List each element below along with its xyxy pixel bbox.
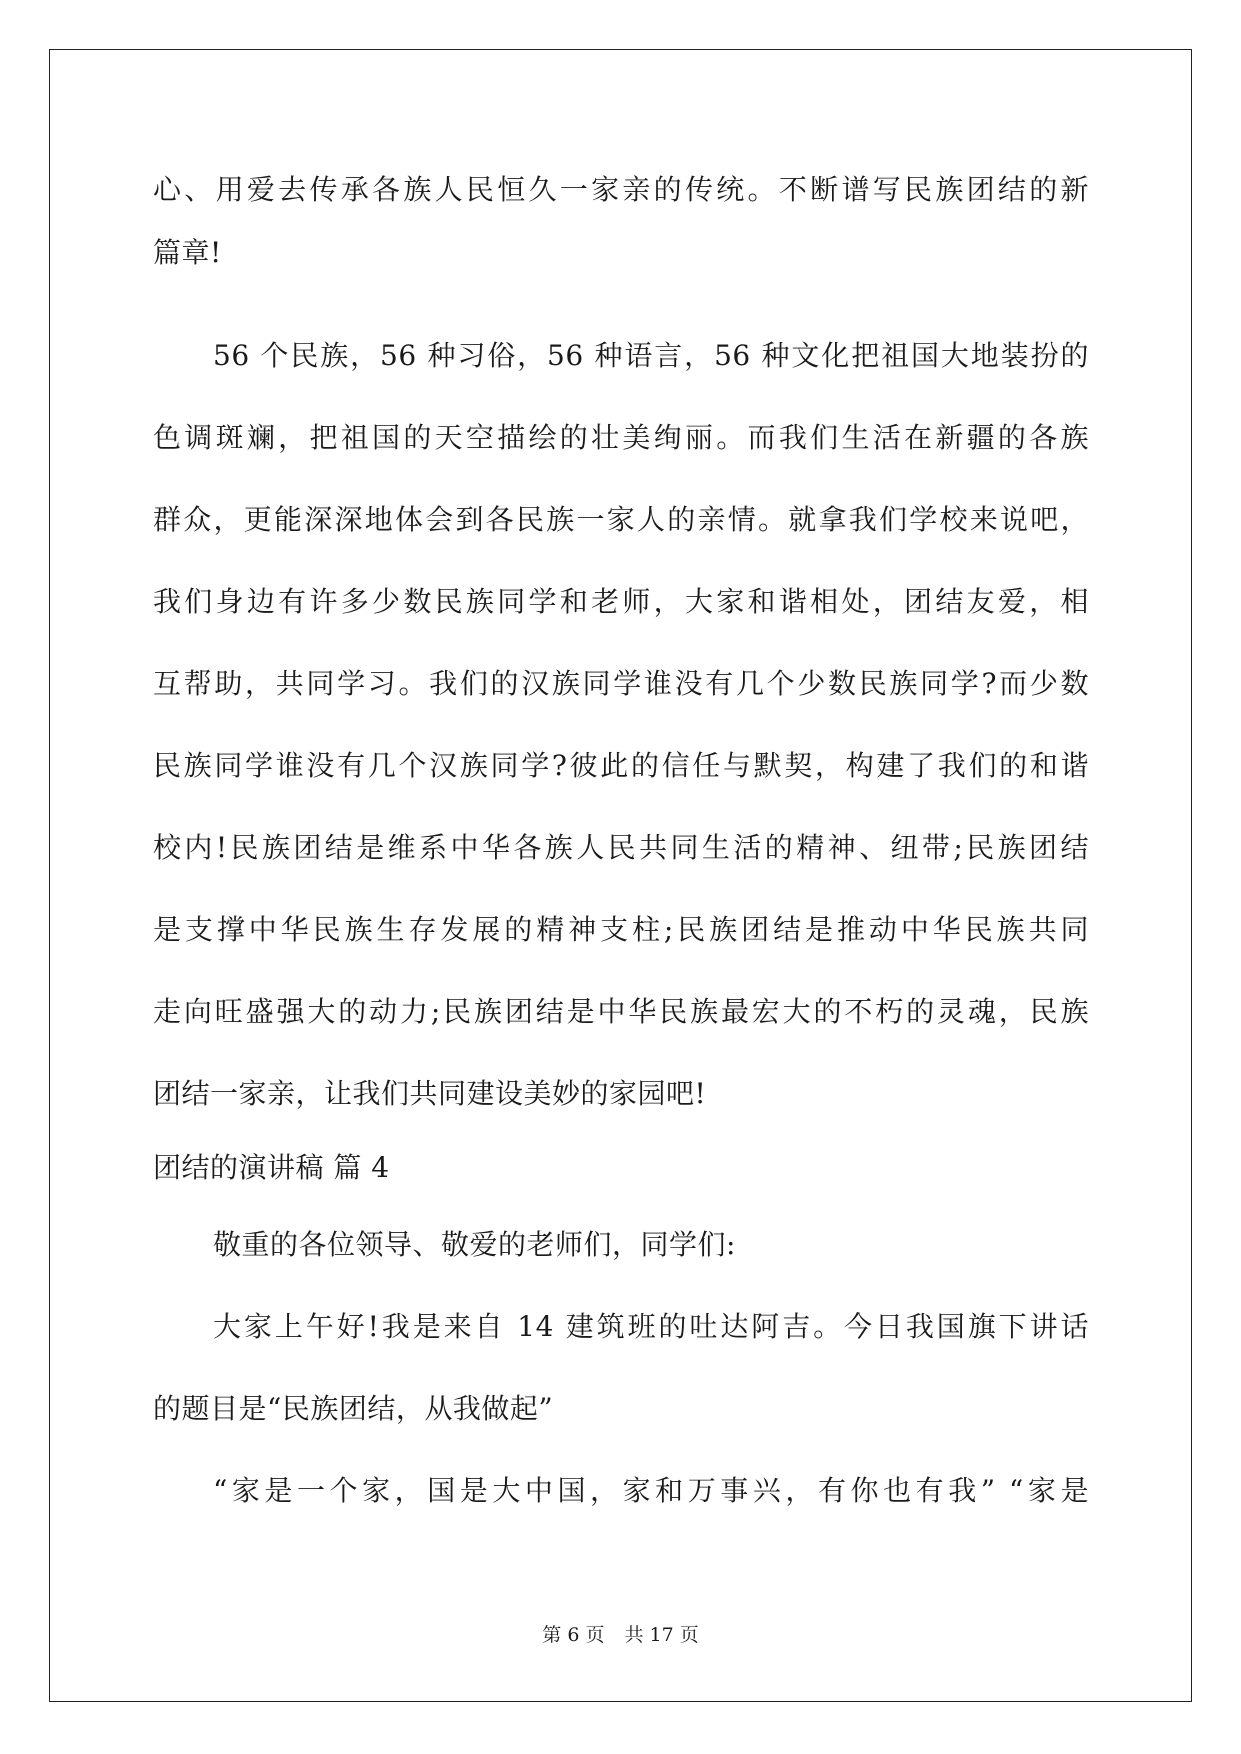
page-border [49, 49, 1192, 1702]
page-total: 共 17 页 [624, 1624, 699, 1646]
text-line-12: 团结一家亲，让我们共同建设美妙的家园吧! [153, 1077, 707, 1110]
text-line-3: 56 个民族，56 种习俗，56 种语言，56 种文化把祖国大地装扮的 [213, 339, 1089, 372]
text-line-9: 校内!民族团结是维系中华各族人民共同生活的精神、纽带;民族团结 [153, 831, 1089, 864]
text-line-17: “家是一个家，国是大中国，家和万事兴，有你也有我” “家是 [213, 1474, 1089, 1507]
text-line-10: 是支撑中华民族生存发展的精神支柱;民族团结是推动中华民族共同 [153, 913, 1089, 946]
text-line-8: 民族同学谁没有几个汉族同学?彼此的信任与默契，构建了我们的和谐 [153, 749, 1089, 782]
page-number: 第 6 页 [542, 1624, 605, 1646]
text-line-2: 篇章! [153, 236, 222, 269]
page-footer [0, 1623, 1241, 1647]
text-line-6: 我们身边有许多少数民族同学和老师，大家和谐相处，团结友爱，相 [153, 585, 1089, 618]
text-line-7: 互帮助，共同学习。我们的汉族同学谁没有几个少数民族同学?而少数 [153, 667, 1089, 700]
text-line-14: 敬重的各位领导、敬爱的老师们，同学们: [213, 1228, 736, 1261]
section-heading: 团结的演讲稿 篇 4 [153, 1151, 390, 1184]
text-line-4: 色调斑斓，把祖国的天空描绘的壮美绚丽。而我们生活在新疆的各族 [153, 421, 1089, 454]
text-line-15: 大家上午好!我是来自 14 建筑班的吐达阿吉。今日我国旗下讲话 [213, 1310, 1089, 1343]
text-line-11: 走向旺盛强大的动力;民族团结是中华民族最宏大的不朽的灵魂，民族 [153, 995, 1089, 1028]
text-line-1: 心、用爱去传承各族人民恒久一家亲的传统。不断谱写民族团结的新 [153, 173, 1089, 206]
text-line-5: 群众，更能深深地体会到各民族一家人的亲情。就拿我们学校来说吧， [153, 503, 1089, 536]
text-line-16: 的题目是“民族团结，从我做起” [153, 1392, 554, 1425]
